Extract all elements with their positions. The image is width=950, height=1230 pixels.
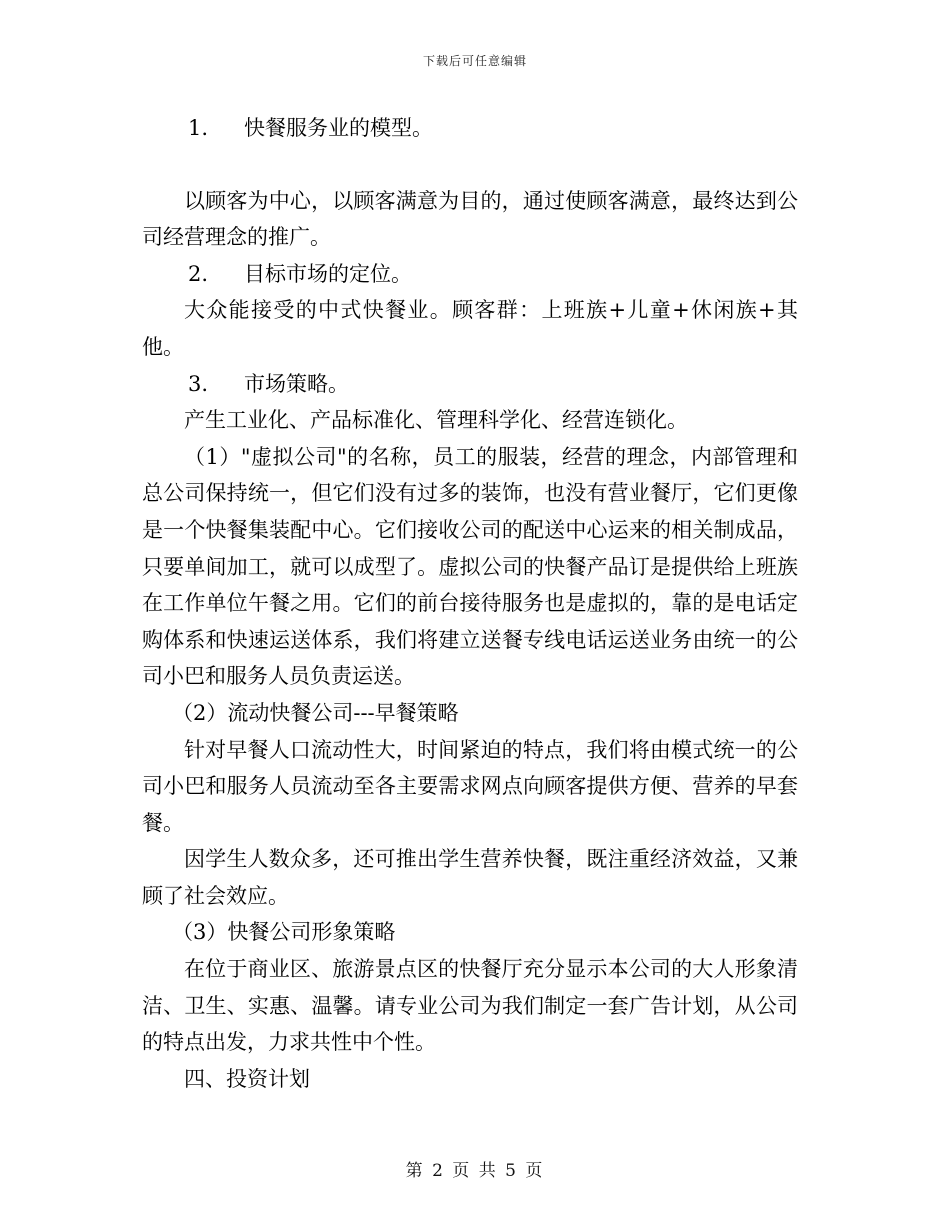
section-heading-investment: 四、投资计划 (184, 1066, 310, 1091)
paragraph-market-strategy: 产生工业化、产品标准化、管理科学化、经营连锁化。 (184, 408, 688, 433)
item-text: 市场策略。 (244, 371, 349, 396)
paragraph-target-market: 大众能接受的中式快餐业。顾客群：上班族+儿童+休闲族+其他。 (142, 298, 798, 359)
item-text: 目标市场的定位。 (244, 261, 412, 286)
paragraph-breakfast: 针对早餐人口流动性大，时间紧迫的特点，我们将由模式统一的公司小巴和服务人员流动至各主要需求网点向顾客提供方便、营养的早套餐。 (142, 737, 798, 835)
numbered-item-2 (142, 256, 798, 293)
subheading-image-strategy: （3）快餐公司形象策略 (172, 920, 396, 945)
page-number-footer: 第 2 页 共 5 页 (405, 1161, 545, 1181)
paragraph-image: 在位于商业区、旅游景点区的快餐厅充分显示本公司的大人形象清洁、卫生、实惠、温馨。请专业公司为我们制定一套广告计划，从公司的特点出发，力求共性中个性。 (142, 957, 798, 1055)
item-number: 3. (188, 371, 209, 396)
document-body (142, 110, 798, 1097)
numbered-item-1 (142, 110, 798, 147)
item-number: 2. (188, 261, 209, 286)
paragraph-student-meals: 因学生人数众多，还可推出学生营养快餐，既注重经济效益，又兼顾了社会效应。 (142, 847, 798, 908)
paragraph-customer-focus: 以顾客为中心，以顾客满意为目的，通过使顾客满意，最终达到公司经营理念的推广。 (142, 188, 798, 250)
paragraph-virtual-company: （1）"虚拟公司"的名称，员工的服装，经营的理念，内部管理和总公司保持统一，但它们没有过多的装饰，也没有营业餐厅，它们更像是一个快餐集装配中心。它们接收公司的配送中心运来的相关制成品，只要单间加工，就可以成型了。虚拟公司的快餐产品订是提供给上班族在工作单位午餐之用。它们的前台接待服务也是虚拟的，靠的是电话定购体系和快速运送体系，我们将建立送餐专线电话运送业务由统一的公司小巴和服务人员负责运送。 (142, 444, 798, 689)
item-text: 快餐服务业的模型。 (244, 116, 433, 140)
numbered-item-3 (142, 366, 798, 403)
page-header: 下载后可任意编辑 (422, 54, 527, 68)
item-number: 1. (188, 116, 209, 140)
subheading-breakfast-strategy: （2）流动快餐公司---早餐策略 (172, 700, 459, 725)
